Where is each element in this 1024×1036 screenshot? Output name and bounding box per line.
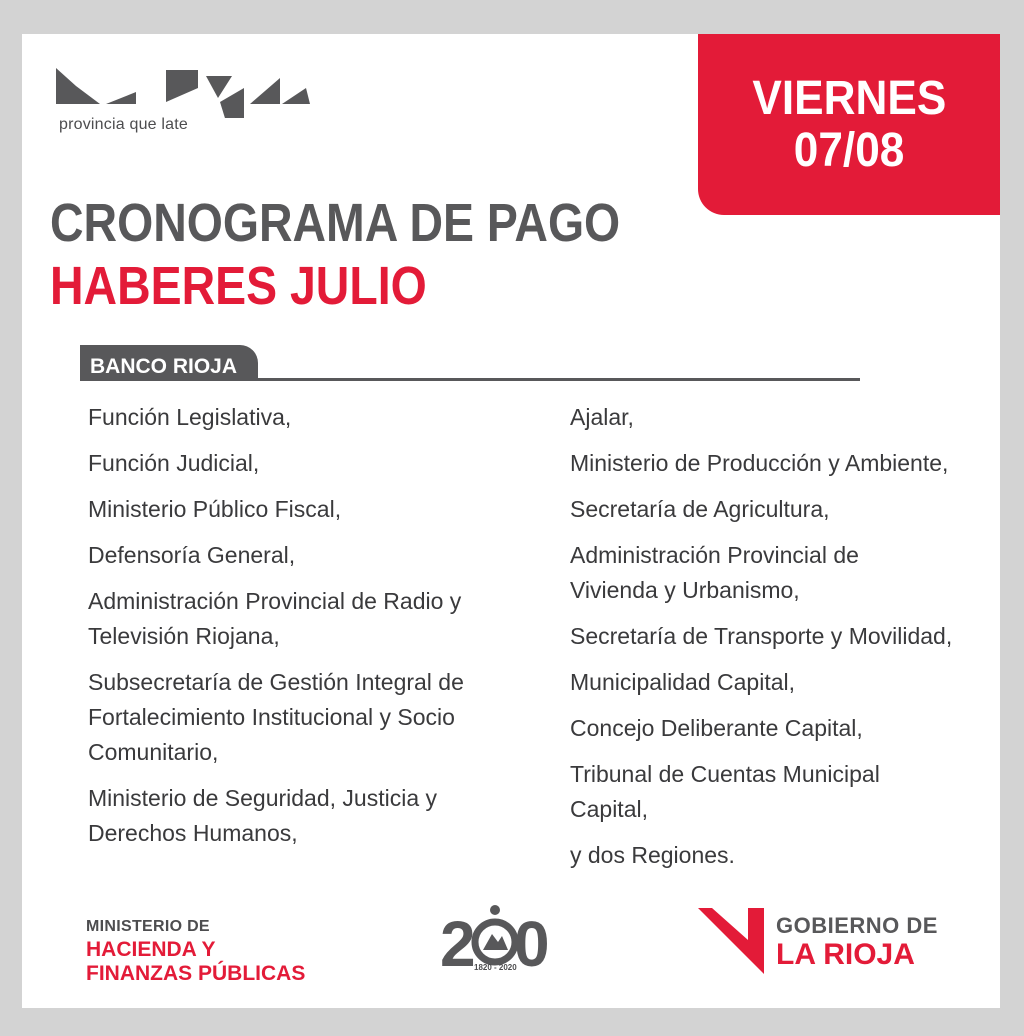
list-item: Ajalar, <box>570 404 634 430</box>
la-rioja-wordmark-icon <box>54 66 314 118</box>
date-value: 07/08 <box>793 123 905 177</box>
list-item: Subsecretaría de Gestión Integral de Fortalecimiento Institucional y Socio Comunitario, <box>88 669 464 765</box>
government-logo-mark <box>698 906 768 976</box>
date-day: VIERNES <box>752 71 946 125</box>
list-item: y dos Regiones. <box>570 842 735 868</box>
left-column <box>88 400 528 862</box>
ministry-line: FINANZAS PÚBLICAS <box>86 962 306 985</box>
right-column <box>570 400 1010 884</box>
ministry-line: HACIENDA Y <box>86 938 216 961</box>
list-item: Función Legislativa, <box>88 404 292 430</box>
bicentenary-years: 1820 - 2020 <box>474 963 517 972</box>
government-logo <box>776 913 938 971</box>
list-item: Municipalidad Capital, <box>570 669 796 695</box>
ministry-line: MINISTERIO DE <box>86 918 210 935</box>
list-item: Concejo Deliberante Capital, <box>570 715 863 741</box>
ministry-logo <box>86 916 305 986</box>
government-arrow-icon <box>698 906 768 976</box>
list-item: Defensoría General, <box>88 542 296 568</box>
bank-label: BANCO RIOJA <box>90 355 238 378</box>
logo-tagline: provincia que late <box>59 116 189 133</box>
svg-text:2: 2 <box>440 908 476 978</box>
list-item: Administración Provincial de Vivienda y Urbanismo, <box>570 542 859 603</box>
list-item: Ministerio de Seguridad, Justicia y Derechos Humanos, <box>88 785 437 846</box>
list-item: Secretaría de Transporte y Movilidad, <box>570 623 953 649</box>
list-item: Secretaría de Agricultura, <box>570 496 830 522</box>
list-item: Ministerio de Producción y Ambiente, <box>570 450 949 476</box>
list-item: Tribunal de Cuentas Municipal Capital, <box>570 761 880 822</box>
date-badge <box>698 34 1000 215</box>
list-item: Ministerio Público Fiscal, <box>88 496 342 522</box>
government-line: LA RIOJA <box>776 938 915 971</box>
list-item: Administración Provincial de Radio y Televisión Riojana, <box>88 588 462 649</box>
section-divider <box>80 378 860 381</box>
page-title: CRONOGRAMA DE PAGO <box>50 193 621 253</box>
list-item: Función Judicial, <box>88 450 260 476</box>
svg-text:0: 0 <box>514 908 550 978</box>
page-subtitle: HABERES JULIO <box>50 256 427 316</box>
government-line: GOBIERNO DE <box>776 913 938 938</box>
